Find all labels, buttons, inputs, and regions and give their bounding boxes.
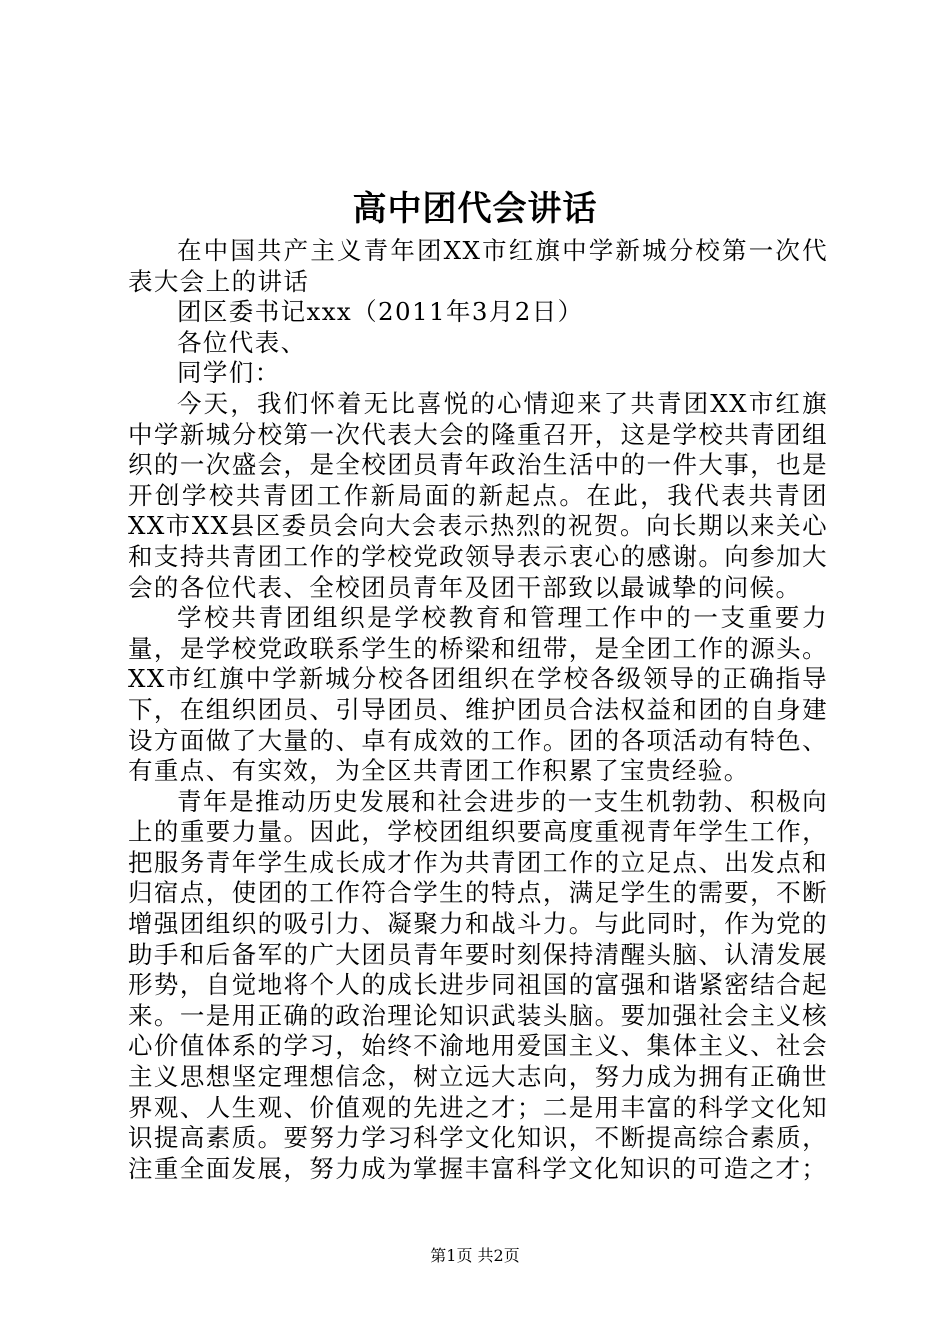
document-body	[128, 236, 828, 1184]
salutation-students: 同学们：	[177, 358, 281, 388]
speech-heading-paragraph: 在中国共产主义青年团XX市红旗中学新城分校第一次代表大会上的讲话	[128, 236, 828, 296]
document-title: 高中团代会讲话	[352, 189, 598, 229]
salutation-delegates: 各位代表、	[177, 327, 307, 357]
body-paragraph: 青年是推动历史发展和社会进步的一支生机勃勃、积极向上的重要力量。因此，学校团组织要高度重视青年学生工作，把服务青年学生成长成才作为共青团工作的立足点、出发点和归宿点，使团的工作符合学生的特点，满足学生的需要，不断增强团组织的吸引力、凝聚力和战斗力。与此同时，作为党的助手和后备军的广大团员青年要时刻保持清醒头脑、认清发展形势，自觉地将个人的成长进步同祖国的富强和谐紧密结合起来。一是用正确的政治理论知识武装头脑。要加强社会主义核心价值体系的学习，始终不渝地用爱国主义、集体主义、社会主义思想坚定理想信念，树立远大志向，努力成为拥有正确世界观、人生观、价值观的先进之才；二是用丰富的科学文化知识提高素质。要努力学习科学文化知识，不断提高综合素质，注重全面发展，努力成为掌握丰富科学文化知识的可造之才；	[128, 786, 828, 1183]
page-number-footer: 第1页 共2页	[430, 1246, 520, 1265]
body-paragraph: 学校共青团组织是学校教育和管理工作中的一支重要力量，是学校党政联系学生的桥梁和纽带，是全团工作的源头。XX市红旗中学新城分校各团组织在学校各级领导的正确指导下，在组织团员、引导团员、维护团员合法权益和团的自身建设方面做了大量的、卓有成效的工作。团的各项活动有特色、有重点、有实效，为全区共青团工作积累了宝贵经验。	[128, 603, 828, 786]
speaker-line: 团区委书记xxx（2011年3月2日）	[177, 297, 584, 327]
body-paragraph: 今天，我们怀着无比喜悦的心情迎来了共青团XX市红旗中学新城分校第一次代表大会的隆重召开，这是学校共青团组织的一次盛会，是全校团员青年政治生活中的一件大事，也是开创学校共青团工作新局面的新起点。在此，我代表共青团XX市XX县区委员会向大会表示热烈的祝贺。向长期以来关心和支持共青团工作的学校党政领导表示衷心的感谢。向参加大会的各位代表、全校团员青年及团干部致以最诚挚的问候。	[128, 388, 828, 602]
